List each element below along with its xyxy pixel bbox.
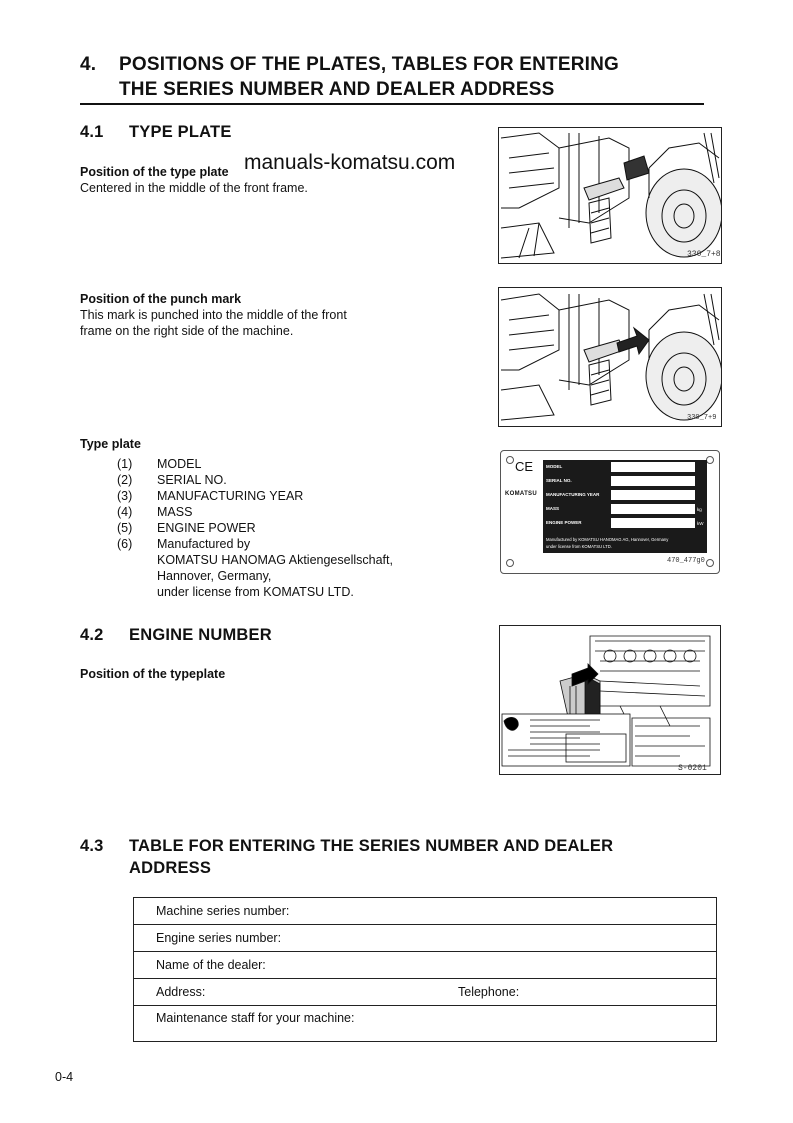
table-row <box>134 979 717 1006</box>
plate-footer-panel: Manufactured by KOMATSU HANOMAG AG, Hannover, Germany under license from KOMATSU LTD. <box>543 535 707 553</box>
telephone-label: Telephone: <box>458 985 520 999</box>
screw-hole-icon <box>506 456 514 464</box>
plate-figure-caption: 470_477g0 <box>667 557 705 565</box>
type-plate-figure <box>500 450 720 574</box>
engine-typeplate-heading: Position of the typeplate <box>80 667 226 681</box>
type-plate-position-figure <box>498 127 722 264</box>
type-plate-position-heading: Position of the type plate <box>80 165 229 179</box>
address-field[interactable] <box>134 979 717 1006</box>
table-row <box>134 925 717 952</box>
figure1-caption: 330_7+8 <box>687 250 721 259</box>
dealer-entry-table <box>133 897 717 1042</box>
engine-series-number-field[interactable]: Engine series number: <box>134 925 717 952</box>
plate-black-panel: MODEL SERIAL NO. MANUFACTURING YEAR MASS kg ENGINE POWER kW <box>543 460 707 542</box>
engine-figure-caption: S-0201 <box>678 764 707 773</box>
subsection-4-1-title: TYPE PLATE <box>129 123 232 141</box>
subsection-4-3-number: 4.3 <box>80 837 104 855</box>
figure2-caption: 330_7+9 <box>687 414 717 422</box>
section-title-line2: THE SERIES NUMBER AND DEALER ADDRESS <box>119 79 555 100</box>
list-item: (4) MASS <box>117 505 193 519</box>
subsection-4-3-title-line2: ADDRESS <box>129 859 212 877</box>
dealer-name-field[interactable]: Name of the dealer: <box>134 952 717 979</box>
list-item: (1) MODEL <box>117 457 202 471</box>
list-item: (5) ENGINE POWER <box>117 521 256 535</box>
table-row <box>134 898 717 925</box>
page-number: 0-4 <box>55 1070 74 1084</box>
maintenance-staff-field[interactable]: Maintenance staff for your machine: <box>134 1006 717 1042</box>
plate-brand: KOMATSU <box>505 491 537 497</box>
type-plate-list-heading: Type plate <box>80 437 141 451</box>
list-item-continuation: under license from KOMATSU LTD. <box>157 585 354 599</box>
list-item: (3) MANUFACTURING YEAR <box>117 489 304 503</box>
section-title-line1: POSITIONS OF THE PLATES, TABLES FOR ENTERING <box>119 54 620 75</box>
subsection-4-3-title-line1: TABLE FOR ENTERING THE SERIES NUMBER AND DEALER <box>129 837 614 855</box>
type-plate-item-list <box>117 456 393 600</box>
table-row <box>134 1006 717 1042</box>
machine-series-number-field[interactable]: Machine series number: <box>134 898 717 925</box>
screw-hole-icon <box>706 559 714 567</box>
subsection-4-2-title: ENGINE NUMBER <box>129 626 272 644</box>
screw-hole-icon <box>506 559 514 567</box>
punch-mark-heading: Position of the punch mark <box>80 292 242 306</box>
subsection-4-1-number: 4.1 <box>80 123 104 141</box>
engine-number-figure <box>499 625 721 775</box>
list-item: (6) Manufactured by <box>117 537 251 551</box>
punch-mark-text-line1: This mark is punched into the middle of the front <box>80 308 347 322</box>
list-item-continuation: KOMATSU HANOMAG Aktiengesellschaft, <box>157 553 393 567</box>
list-item: (2) SERIAL NO. <box>117 473 227 487</box>
punch-mark-position-figure <box>498 287 722 427</box>
screw-hole-icon <box>706 456 714 464</box>
punch-mark-text-line2: frame on the right side of the machine. <box>80 324 294 338</box>
subsection-4-2-number: 4.2 <box>80 626 104 644</box>
table-row <box>134 952 717 979</box>
list-item-continuation: Hannover, Germany, <box>157 569 272 583</box>
watermark-text: manuals-komatsu.com <box>244 151 456 174</box>
type-plate-position-text: Centered in the middle of the front frame. <box>80 181 308 195</box>
title-rule <box>80 103 704 105</box>
section-number: 4. <box>80 54 97 75</box>
ce-mark: CE <box>515 459 534 474</box>
address-label: Address: <box>156 985 206 999</box>
